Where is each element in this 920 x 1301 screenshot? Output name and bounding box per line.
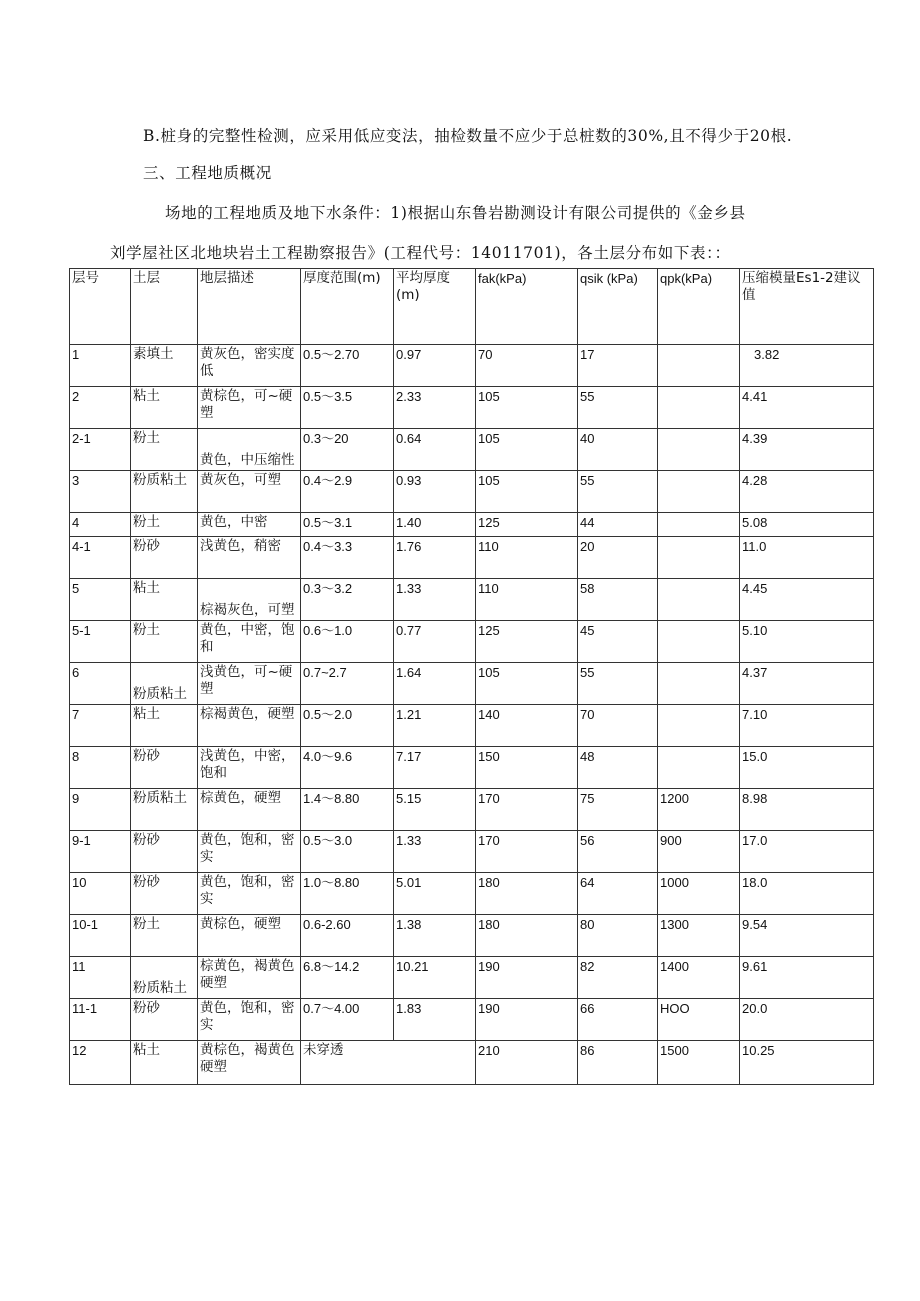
cell-fak: 190 [476,999,578,1041]
cell-desc: 黄色，中密，饱和 [198,621,301,663]
cell-no: 3 [70,471,131,513]
cell-qpk: HOO [658,999,740,1041]
cell-qsik: 17 [578,345,658,387]
cell-qsik: 58 [578,579,658,621]
cell-qsik: 82 [578,957,658,999]
cell-soil: 粉土 [131,621,198,663]
header-description: 地层描述 [198,269,301,345]
cell-desc: 浅黄色，中密，饱和 [198,747,301,789]
cell-soil: 素填土 [131,345,198,387]
cell-range: 0.4～3.3 [301,537,394,579]
cell-soil: 粉砂 [131,537,198,579]
table-row [70,471,874,513]
cell-no: 10 [70,873,131,915]
cell-no: 1 [70,345,131,387]
cell-qsik: 48 [578,747,658,789]
cell-no: 9-1 [70,831,131,873]
cell-es: 5.10 [740,621,874,663]
cell-qpk: 1400 [658,957,740,999]
cell-desc: 棕褐黄色，硬塑 [198,705,301,747]
cell-es: 8.98 [740,789,874,831]
table-row [70,789,874,831]
cell-avg: 2.33 [394,387,476,429]
cell-fak: 125 [476,621,578,663]
cell-qpk [658,429,740,471]
cell-no: 2 [70,387,131,429]
cell-qpk [658,471,740,513]
section-heading-geology: 三、工程地质概况 [143,164,272,182]
cell-avg: 1.33 [394,579,476,621]
header-es: 压缩模量Es1-2建议值 [740,269,874,345]
cell-desc: 浅黄色，稍密 [198,537,301,579]
cell-qsik: 40 [578,429,658,471]
paragraph-geology-line-2: 刘学屋社区北地块岩土工程勘察报告》(工程代号：14011701)，各土层分布如下表：： [110,244,731,262]
cell-fak: 105 [476,471,578,513]
cell-es: 5.08 [740,513,874,537]
cell-no: 12 [70,1041,131,1085]
table-row [70,513,874,537]
table-row [70,621,874,663]
cell-qsik: 55 [578,387,658,429]
cell-es: 9.61 [740,957,874,999]
cell-qpk [658,387,740,429]
table-header-row [70,269,874,345]
cell-qpk [658,663,740,705]
table-row [70,747,874,789]
cell-desc: 棕黄色，褐黄色硬塑 [198,957,301,999]
cell-desc: 黄棕色，褐黄色硬塑 [198,1041,301,1085]
cell-qsik: 70 [578,705,658,747]
cell-no: 5-1 [70,621,131,663]
cell-es: 4.37 [740,663,874,705]
header-layer-no: 层号 [70,269,131,345]
cell-qpk [658,513,740,537]
cell-soil: 粉质粘土 [131,789,198,831]
cell-qsik: 75 [578,789,658,831]
cell-avg: 1.40 [394,513,476,537]
cell-es: 10.25 [740,1041,874,1085]
cell-fak: 180 [476,915,578,957]
cell-avg: 1.76 [394,537,476,579]
cell-desc: 黄棕色，可~硬塑 [198,387,301,429]
cell-no: 4 [70,513,131,537]
cell-fak: 150 [476,747,578,789]
cell-es: 20.0 [740,999,874,1041]
paragraph-geology-line-1: 场地的工程地质及地下水条件：1)根据山东鲁岩勘测设计有限公司提供的《金乡县 [165,204,746,222]
cell-fak: 110 [476,537,578,579]
cell-desc: 黄色，饱和，密实 [198,873,301,915]
cell-fak: 210 [476,1041,578,1085]
cell-range: 0.3～20 [301,429,394,471]
cell-desc: 黄灰色，密实度低 [198,345,301,387]
cell-soil: 粉砂 [131,831,198,873]
cell-soil: 粉砂 [131,873,198,915]
cell-soil: 粉土 [131,429,198,471]
cell-qsik: 55 [578,471,658,513]
cell-soil: 粉质粘土 [131,471,198,513]
cell-qpk [658,345,740,387]
cell-fak: 105 [476,387,578,429]
cell-avg: 1.38 [394,915,476,957]
header-thickness-range: 厚度范围(m) [301,269,394,345]
cell-avg: 7.17 [394,747,476,789]
cell-range: 0.5～2.70 [301,345,394,387]
cell-soil: 粉砂 [131,747,198,789]
cell-desc: 黄色，中压缩性 [198,429,301,471]
cell-qpk [658,705,740,747]
cell-avg: 0.93 [394,471,476,513]
table-row [70,579,874,621]
cell-desc: 黄棕色，硬塑 [198,915,301,957]
header-qsik: qsik (kPa) [578,269,658,345]
cell-qpk [658,747,740,789]
cell-avg: 5.15 [394,789,476,831]
table-row [70,537,874,579]
cell-qsik: 86 [578,1041,658,1085]
cell-range: 4.0～9.6 [301,747,394,789]
cell-es: 4.39 [740,429,874,471]
cell-qpk [658,621,740,663]
cell-es: 15.0 [740,747,874,789]
cell-range: 0.6～1.0 [301,621,394,663]
cell-desc: 黄色，饱和，密实 [198,999,301,1041]
cell-soil: 粘土 [131,579,198,621]
table-row [70,873,874,915]
cell-range: 6.8～14.2 [301,957,394,999]
cell-soil: 粉土 [131,915,198,957]
soil-layer-table [69,268,874,1085]
cell-qpk: 1300 [658,915,740,957]
cell-avg: 1.83 [394,999,476,1041]
cell-desc: 黄色，饱和，密实 [198,831,301,873]
cell-fak: 70 [476,345,578,387]
cell-range: 0.5～3.1 [301,513,394,537]
cell-fak: 105 [476,663,578,705]
cell-es: 4.45 [740,579,874,621]
table-row [70,663,874,705]
cell-desc: 棕黄色，硬塑 [198,789,301,831]
cell-qsik: 20 [578,537,658,579]
cell-no: 11-1 [70,999,131,1041]
cell-range: 0.5～2.0 [301,705,394,747]
header-soil: 土层 [131,269,198,345]
cell-desc: 棕褐灰色，可塑 [198,579,301,621]
header-fak: fak(kPa) [476,269,578,345]
cell-avg: 0.64 [394,429,476,471]
cell-soil: 粉土 [131,513,198,537]
cell-no: 7 [70,705,131,747]
cell-range: 0.5～3.0 [301,831,394,873]
cell-no: 4-1 [70,537,131,579]
cell-fak: 170 [476,789,578,831]
cell-fak: 190 [476,957,578,999]
table-row [70,999,874,1041]
cell-no: 5 [70,579,131,621]
cell-fak: 180 [476,873,578,915]
cell-no: 10-1 [70,915,131,957]
cell-soil: 粘土 [131,1041,198,1085]
table-row [70,1041,874,1085]
cell-es: 9.54 [740,915,874,957]
table-row [70,915,874,957]
cell-avg: 1.33 [394,831,476,873]
cell-es: 18.0 [740,873,874,915]
cell-range: 0.7～4.00 [301,999,394,1041]
table-row [70,387,874,429]
cell-no: 11 [70,957,131,999]
cell-no: 2-1 [70,429,131,471]
cell-qsik: 80 [578,915,658,957]
table-row [70,345,874,387]
cell-soil: 粉质粘土 [131,957,198,999]
cell-avg: 5.01 [394,873,476,915]
cell-desc: 黄灰色，可塑 [198,471,301,513]
cell-qsik: 66 [578,999,658,1041]
cell-qpk [658,579,740,621]
cell-range: 0.3～3.2 [301,579,394,621]
cell-qpk [658,537,740,579]
table-row [70,429,874,471]
table-row [70,705,874,747]
cell-soil: 粘土 [131,387,198,429]
cell-soil: 粉砂 [131,999,198,1041]
cell-avg: 1.21 [394,705,476,747]
cell-qsik: 45 [578,621,658,663]
cell-range: 0.6-2.60 [301,915,394,957]
cell-qpk: 1200 [658,789,740,831]
cell-soil: 粉质粘土 [131,663,198,705]
cell-es: 17.0 [740,831,874,873]
cell-qpk: 1500 [658,1041,740,1085]
paragraph-pile-test: B.桩身的完整性检测，应采用低应变法，抽检数量不应少于总桩数的30%,且不得少于20根. [143,127,793,145]
cell-fak: 170 [476,831,578,873]
cell-fak: 140 [476,705,578,747]
cell-qsik: 44 [578,513,658,537]
cell-soil: 粘土 [131,705,198,747]
cell-es: 7.10 [740,705,874,747]
cell-es: 3.82 [740,345,874,387]
cell-qsik: 55 [578,663,658,705]
cell-qsik: 64 [578,873,658,915]
table-row [70,957,874,999]
cell-no: 9 [70,789,131,831]
header-qpk: qpk(kPa) [658,269,740,345]
cell-range-not-penetrated: 未穿透 [301,1041,476,1085]
cell-avg: 10.21 [394,957,476,999]
cell-qpk: 900 [658,831,740,873]
cell-no: 6 [70,663,131,705]
cell-fak: 125 [476,513,578,537]
table-row [70,831,874,873]
cell-es: 11.0 [740,537,874,579]
cell-avg: 0.77 [394,621,476,663]
cell-avg: 0.97 [394,345,476,387]
cell-desc: 黄色，中密 [198,513,301,537]
cell-no: 8 [70,747,131,789]
cell-es: 4.28 [740,471,874,513]
header-avg-thickness: 平均厚度(m) [394,269,476,345]
cell-range: 0.7~2.7 [301,663,394,705]
cell-qpk: 1000 [658,873,740,915]
cell-avg: 1.64 [394,663,476,705]
cell-range: 1.4～8.80 [301,789,394,831]
cell-range: 0.4～2.9 [301,471,394,513]
cell-es: 4.41 [740,387,874,429]
cell-qsik: 56 [578,831,658,873]
cell-range: 0.5～3.5 [301,387,394,429]
cell-range: 1.0～8.80 [301,873,394,915]
cell-desc: 浅黄色，可~硬塑 [198,663,301,705]
cell-fak: 110 [476,579,578,621]
cell-fak: 105 [476,429,578,471]
